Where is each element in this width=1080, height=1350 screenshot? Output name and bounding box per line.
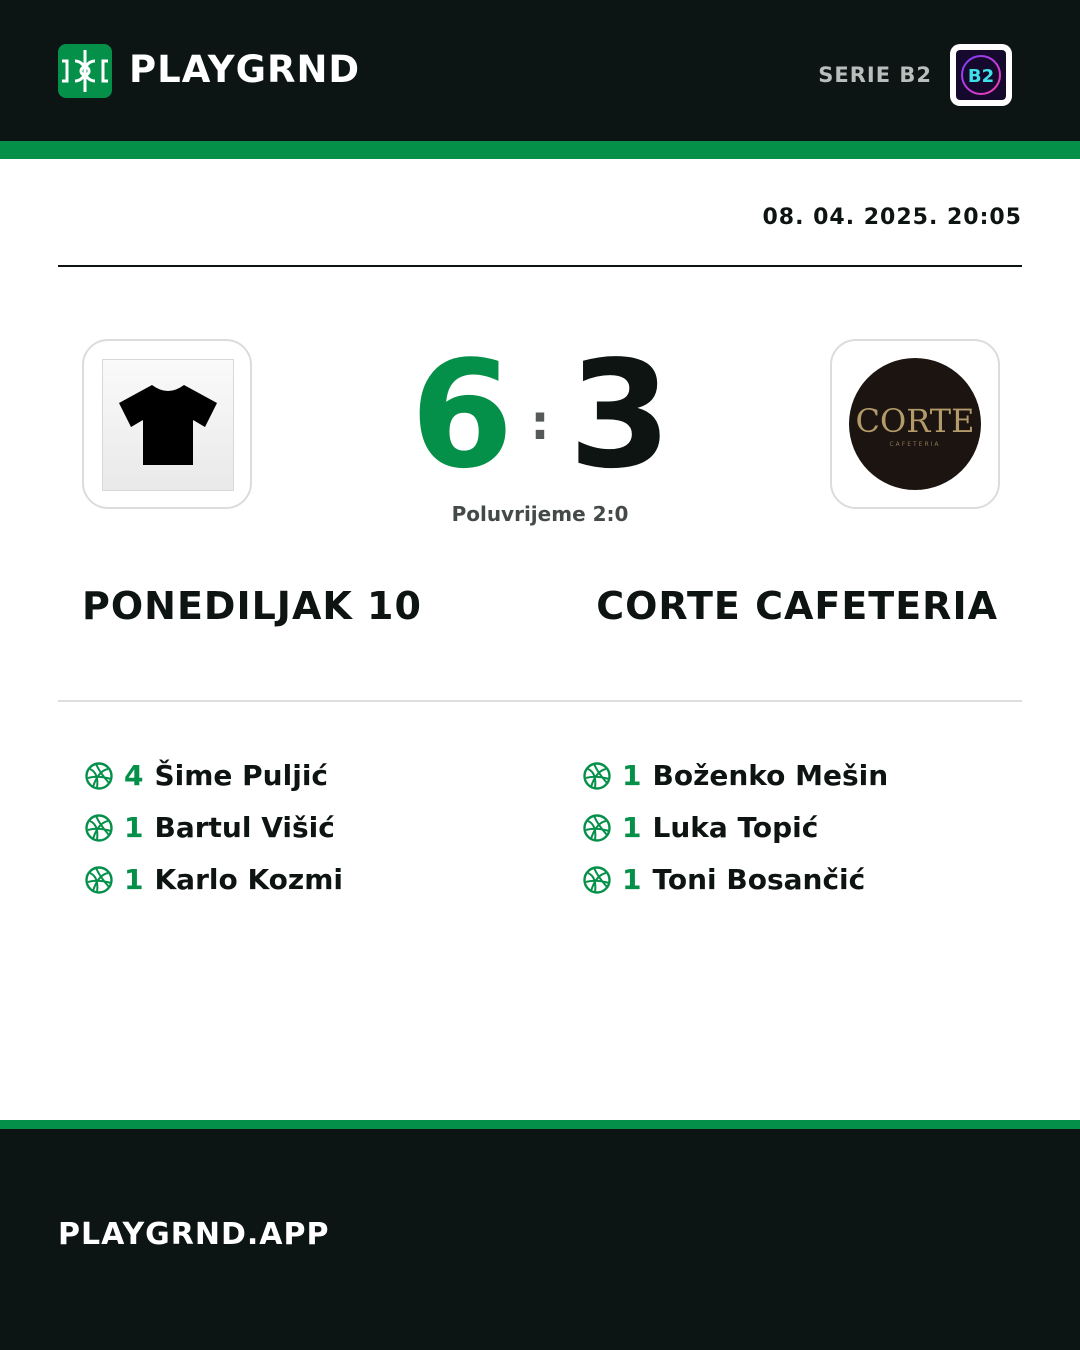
scorer-goals: 1 [622, 759, 642, 792]
score-separator: : [530, 395, 550, 451]
footer-accent-stripe [0, 1120, 1080, 1129]
pitch-icon [58, 44, 112, 98]
scorer-name: Bartul Višić [154, 811, 335, 844]
football-icon [84, 865, 114, 895]
b2-logo-icon [958, 55, 1004, 95]
scorer-row [84, 802, 343, 854]
footer-url-link[interactable]: PLAYGRND.APP [58, 1217, 330, 1252]
home-team-name: PONEDILJAK 10 [82, 584, 422, 628]
away-scorers-list [582, 750, 888, 906]
away-score: 3 [568, 329, 672, 501]
scorer-name: Šime Puljić [154, 759, 329, 792]
away-team-name: CORTE CAFETERIA [596, 584, 998, 628]
scorer-goals: 4 [124, 759, 144, 792]
league-name: SERIE B2 [818, 63, 932, 87]
divider-light [58, 700, 1022, 702]
half-time-score: Poluvrijeme 2:0 [451, 502, 629, 526]
scorer-name: Luka Topić [652, 811, 819, 844]
home-team-crest[interactable] [82, 339, 252, 509]
football-icon [582, 813, 612, 843]
scorer-row [582, 750, 888, 802]
league-badge-logo [956, 50, 1006, 100]
shirt-icon [117, 383, 219, 467]
brand-logo [58, 44, 112, 98]
scorer-row [582, 854, 888, 906]
svg-text:B2: B2 [967, 66, 995, 87]
away-team-crest[interactable] [830, 339, 1000, 509]
scorer-goals: 1 [622, 811, 642, 844]
scorer-goals: 1 [124, 863, 144, 896]
scorer-goals: 1 [124, 811, 144, 844]
svg-text:CAFETERIA: CAFETERIA [889, 441, 941, 448]
football-icon [84, 813, 114, 843]
home-crest-frame [102, 359, 234, 491]
svg-text:CORTE: CORTE [855, 402, 975, 440]
scorer-name: Karlo Kozmi [154, 863, 343, 896]
scorer-row [84, 854, 343, 906]
header-accent-stripe [0, 141, 1080, 159]
scorer-row [84, 750, 343, 802]
football-icon [582, 865, 612, 895]
brand-name: PLAYGRND [129, 48, 361, 91]
home-score: 6 [410, 329, 514, 501]
scorer-name: Toni Bosančić [652, 863, 866, 896]
corte-cafeteria-logo [849, 358, 981, 490]
scorer-name: Boženko Mešin [652, 759, 889, 792]
football-icon [84, 761, 114, 791]
football-icon [582, 761, 612, 791]
scorer-row [582, 802, 888, 854]
scorer-goals: 1 [622, 863, 642, 896]
league-badge [950, 44, 1012, 106]
home-scorers-list [84, 750, 343, 906]
match-datetime: 08. 04. 2025. 20:05 [762, 205, 1022, 230]
divider [58, 265, 1022, 267]
